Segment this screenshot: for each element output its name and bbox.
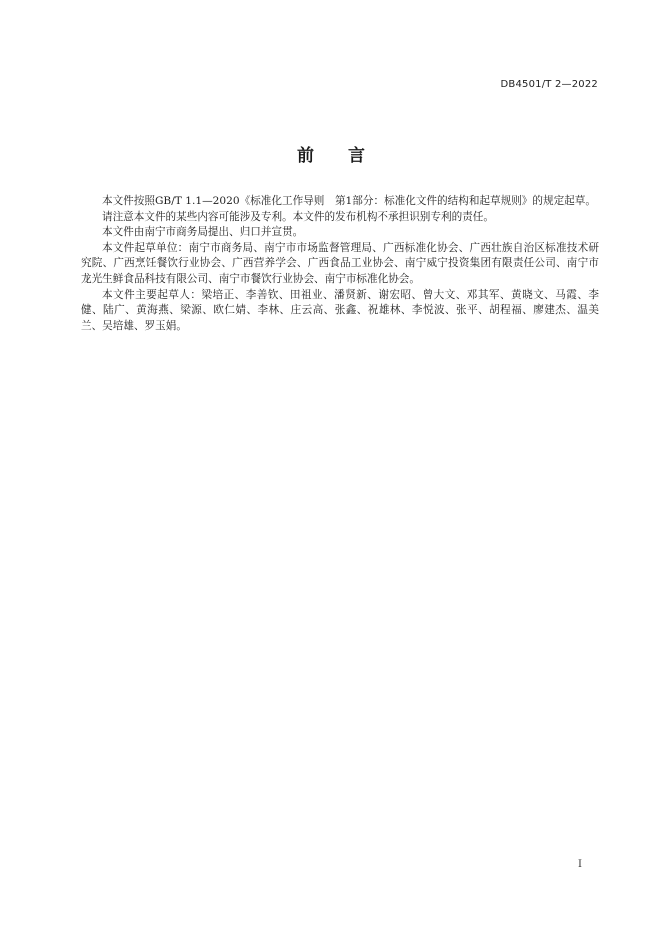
page-title [0, 141, 662, 166]
foreword-body [81, 194, 599, 334]
paragraph-proposer: 本文件由南宁市商务局提出、归口并宣贯。 [102, 226, 304, 239]
title-char-1: 前 [297, 146, 314, 166]
paragraph-main-drafters: 本文件主要起草人：梁培正、李善钦、田祖业、潘贤新、谢宏昭、曾大文、邓其军、黄晓文、马霞、李健、陆广、黄海燕、梁源、欧仁婧、李林、庄云高、张鑫、祝雄林、李悦波、张平、胡程福、廖建杰、温美兰、吴培雄、罗玉娟。 [81, 288, 599, 332]
title-char-2: 言 [348, 146, 365, 166]
paragraph-drafting-rules: 本文件按照GB/T 1.1—2020《标准化工作导则 第1部分：标准化文件的结构和起草规则》的规定起草。 [102, 195, 596, 207]
page-number: I [578, 859, 582, 870]
document-code: DB4501/T 2—2022 [500, 79, 598, 90]
paragraph-patent-notice: 请注意本文件的某些内容可能涉及专利。本文件的发布机构不承担识别专利的责任。 [102, 210, 494, 223]
paragraph-drafting-units: 本文件起草单位：南宁市商务局、南宁市市场监督管理局、广西标准化协会、广西壮族自治区标准技术研究院、广西烹饪餐饮行业协会、广西营养学会、广西食品工业协会、南宁威宁投资集团有限责任公司、南宁市龙光生鲜食品科技有限公司、南宁市餐饮行业协会、南宁市标准化协会。 [81, 241, 599, 285]
